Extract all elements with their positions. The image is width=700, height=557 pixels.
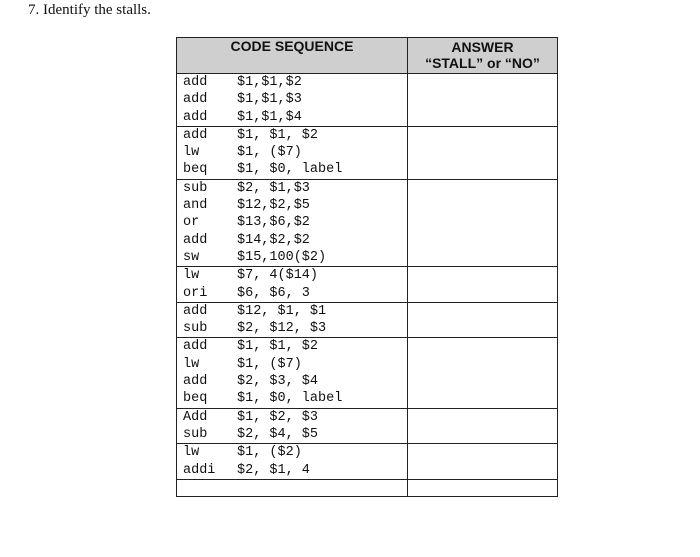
- opcode: beq: [183, 162, 208, 178]
- answer-header-line1: ANSWER: [451, 39, 514, 55]
- operands: $1,$1,$3: [237, 92, 302, 108]
- operands: $6, $6, 3: [237, 285, 310, 301]
- table-row: [177, 479, 558, 496]
- instruction-line: [183, 390, 407, 407]
- instruction-line: [183, 373, 407, 390]
- operands: $2, $12, $3: [237, 321, 327, 337]
- code-cell: [177, 126, 408, 179]
- table-row: [177, 267, 558, 303]
- instruction-line: [183, 320, 407, 337]
- answer-cell[interactable]: [408, 444, 558, 480]
- code-cell: [177, 338, 408, 408]
- table-row: [177, 338, 558, 408]
- operands: $2, $4, $5: [237, 426, 319, 442]
- table-row: [177, 74, 558, 127]
- instruction-line: [183, 91, 407, 108]
- instruction-line: [183, 462, 407, 479]
- operands: $1, $2, $3: [237, 409, 319, 425]
- code-cell: [177, 74, 408, 127]
- opcode: add: [183, 339, 208, 355]
- code-cell: [177, 408, 408, 444]
- instruction-line: [183, 197, 407, 214]
- table-body: [177, 74, 558, 497]
- instruction-line: [183, 285, 407, 302]
- opcode: add: [183, 127, 208, 143]
- opcode: lw: [183, 268, 200, 284]
- code-sequence-header: CODE SEQUENCE: [177, 38, 408, 74]
- instruction-line: [183, 426, 407, 443]
- opcode: add: [183, 75, 208, 90]
- opcode: add: [183, 303, 208, 319]
- instruction-line: [183, 144, 407, 161]
- operands: $1, $0, label: [237, 162, 343, 178]
- opcode: lw: [183, 445, 200, 461]
- opcode: ori: [183, 285, 208, 301]
- instruction-line: [183, 356, 407, 373]
- opcode: add: [183, 109, 208, 125]
- operands: $2, $1, 4: [237, 462, 310, 478]
- stalls-table: [176, 37, 558, 497]
- question-title: 7. Identify the stalls.: [28, 2, 151, 18]
- operands: $1, $1, $2: [237, 127, 319, 143]
- opcode: sw: [183, 249, 200, 265]
- operands: $12,$2,$5: [237, 198, 310, 214]
- answer-cell[interactable]: [408, 408, 558, 444]
- code-cell: [177, 444, 408, 480]
- table-header-row: [177, 38, 558, 74]
- opcode: add: [183, 374, 208, 390]
- instruction-line: [183, 249, 407, 266]
- answer-cell[interactable]: [408, 479, 558, 496]
- operands: $2, $3, $4: [237, 374, 319, 390]
- answer-cell[interactable]: [408, 338, 558, 408]
- instruction-line: [183, 409, 407, 426]
- answer-cell[interactable]: [408, 267, 558, 303]
- table-row: [177, 302, 558, 338]
- operands: $15,100($2): [237, 249, 327, 265]
- operands: $1,$1,$2: [237, 75, 302, 90]
- opcode: add: [183, 232, 208, 248]
- instruction-line: [183, 214, 407, 231]
- instruction-line: [183, 109, 407, 126]
- operands: $2, $1,$3: [237, 180, 310, 196]
- opcode: addi: [183, 462, 216, 478]
- operands: $7, 4($14): [237, 268, 319, 284]
- opcode: and: [183, 198, 208, 214]
- operands: $1, $0, label: [237, 391, 343, 407]
- operands: $14,$2,$2: [237, 232, 310, 248]
- opcode: Add: [183, 409, 208, 425]
- code-cell: [177, 302, 408, 338]
- answer-header: [408, 38, 558, 74]
- operands: $1, $1, $2: [237, 339, 319, 355]
- answer-cell[interactable]: [408, 126, 558, 179]
- answer-cell[interactable]: [408, 179, 558, 266]
- operands: $12, $1, $1: [237, 303, 327, 319]
- instruction-line: [183, 303, 407, 320]
- opcode: or: [183, 215, 200, 231]
- instruction-line: [183, 161, 407, 178]
- code-cell: [177, 479, 408, 496]
- operands: $13,$6,$2: [237, 215, 310, 231]
- code-cell: [177, 267, 408, 303]
- table-row: [177, 444, 558, 480]
- opcode: add: [183, 92, 208, 108]
- instruction-line: [183, 232, 407, 249]
- answer-header-line2: “STALL” or “NO”: [425, 55, 540, 71]
- answer-cell[interactable]: [408, 302, 558, 338]
- instruction-line: [183, 127, 407, 144]
- code-cell: [177, 179, 408, 266]
- table-row: [177, 126, 558, 179]
- instruction-line: [183, 267, 407, 284]
- opcode: beq: [183, 391, 208, 407]
- operands: $1, ($7): [237, 356, 302, 372]
- operands: $1, ($2): [237, 445, 302, 461]
- opcode: sub: [183, 426, 208, 442]
- instruction-line: [183, 74, 407, 91]
- instruction-line: [183, 338, 407, 355]
- instruction-line: [183, 180, 407, 197]
- operands: $1, ($7): [237, 145, 302, 161]
- opcode: sub: [183, 321, 208, 337]
- operands: $1,$1,$4: [237, 109, 302, 125]
- instruction-line: [183, 444, 407, 461]
- opcode: sub: [183, 180, 208, 196]
- table-row: [177, 408, 558, 444]
- answer-cell[interactable]: [408, 74, 558, 127]
- opcode: lw: [183, 356, 200, 372]
- opcode: lw: [183, 145, 200, 161]
- table-row: [177, 179, 558, 266]
